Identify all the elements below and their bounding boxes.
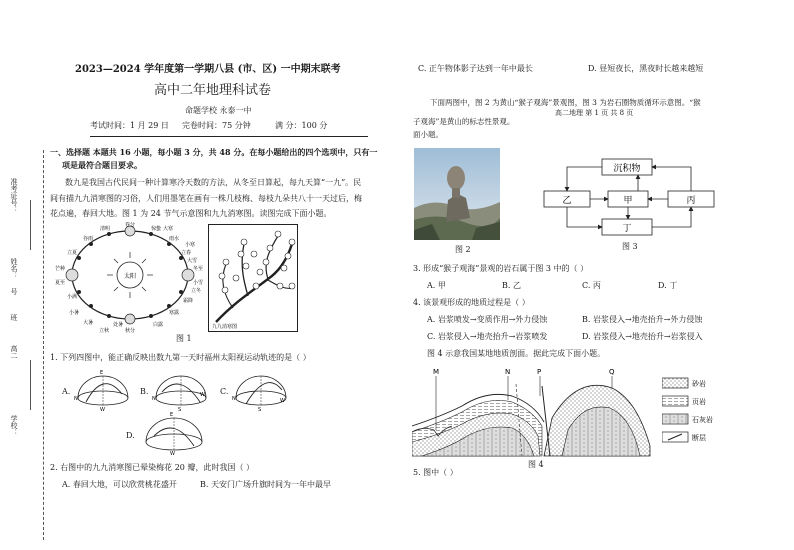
q1-option-d-label: D. [126, 431, 135, 440]
side-underline [30, 360, 32, 410]
question-4: 4. 该景观形成的地质过程是（ ） [413, 298, 530, 307]
q3-option-a: A. 甲 [427, 281, 446, 290]
q1-option-c-diagram [232, 368, 290, 412]
section1-line2: 项是最符合题目要求。 [62, 160, 142, 170]
fig2-caption: 图 2 [455, 245, 471, 254]
side-label-grade: 高二 [10, 345, 18, 359]
legend-fault: 断层 [692, 434, 706, 442]
svg-text:S: S [178, 407, 182, 412]
page-footer: 高二地理 第 1 页 共 8 页 [555, 109, 634, 117]
term-lixia: 立夏 [67, 250, 78, 256]
q1-option-d-diagram [140, 410, 208, 456]
fig4-legend [662, 376, 722, 450]
term-shuangjiang: 霜降 [183, 298, 194, 304]
question-1: 1. 下列四图中，能正确反映出数九第一天时福州太阳视运动轨迹的是（ ） [50, 353, 311, 362]
term-mangzhong: 芒种 [55, 266, 66, 272]
legend-limestone: 石灰岩 [692, 416, 713, 424]
exam-duration: 完卷时间：75 分钟 [182, 121, 251, 130]
term-qiufen: 秋分 [125, 328, 136, 334]
q1-option-c-label: C. [220, 387, 229, 396]
q4-option-a: A. 岩浆喷发→变质作用→外力侵蚀 [427, 315, 548, 324]
side-label-exam-id: 准考证号： [10, 178, 18, 213]
box-bing: 丙 [686, 196, 696, 206]
svg-text:N: N [232, 396, 236, 402]
point-n: N [505, 368, 511, 376]
box-yi: 乙 [562, 196, 572, 206]
svg-text:N: N [152, 396, 156, 402]
intro-line2: 间有描九九消寒图的习俗，人们用墨笔在画有一株几枝梅、每枝九朵共八十一天过后，梅 [50, 194, 362, 203]
term-bailu: 白露 [153, 322, 164, 328]
side-label-name: 姓名： [10, 258, 18, 279]
term-jingzhe: 惊蛰 [151, 226, 162, 232]
full-score: 满 分：100 分 [275, 121, 328, 130]
q2-option-b: B. 天安门广场升旗时间为一年中最早 [200, 480, 331, 489]
svg-text:S: S [258, 407, 262, 412]
svg-text:W: W [200, 392, 205, 398]
plum-blossom-chart [208, 224, 298, 332]
box-sediment: 沉积物 [613, 164, 641, 174]
side-label-class: 班 [10, 314, 18, 321]
svg-text:E: E [170, 412, 174, 418]
side-underline [30, 200, 32, 250]
svg-text:E: E [100, 370, 104, 376]
solar-terms-diagram [55, 222, 205, 334]
term-dashu: 大暑 [83, 320, 94, 326]
intro-line1: 数九是我国古代民间一种计算寒冷天数的方法，从冬至日算起，每九天算“一九”。民 [65, 178, 362, 187]
box-jia: 甲 [623, 196, 633, 206]
monkey-watching-sea-photo [414, 148, 500, 240]
q1-option-b-label: B. [140, 387, 149, 396]
side-label-school: 学校： [10, 415, 18, 436]
section1-line1: 一、选择题 本题共 16 小题，每小题 3 分，共 48 分。在每小题给出的四个选项中，只有一 [50, 147, 378, 157]
point-p: P [537, 368, 542, 376]
question-2: 2. 右图中的九九消寒图已晕染梅花 20 瓣，此时我国（ ） [50, 463, 254, 472]
q2-option-c: C. 正午物体影子达到一年中最长 [418, 64, 533, 73]
intro2-line2: 子观海”是黄山的标志性景观。 [413, 117, 515, 126]
side-label-number: 号 [10, 288, 18, 295]
fig1-caption: 图 1 [176, 334, 192, 343]
term-dahan: 大寒 [163, 226, 174, 232]
q1-option-b-diagram [152, 368, 210, 412]
term-chushu: 处暑 [113, 322, 124, 328]
point-m: M [433, 368, 440, 376]
sun-label: 太阳 [123, 273, 137, 280]
q2-option-d: D. 昼短夜长，黑夜时长越来越短 [588, 64, 704, 73]
question-3: 3. 形成“猴子观海”景观的岩石属于图 3 中的（ ） [413, 264, 589, 273]
q3-option-d: D. 丁 [658, 281, 678, 290]
q2-option-a: A. 春回大地，可以欣赏桃花盛开 [62, 480, 177, 489]
term-xiaohan: 小寒 [185, 242, 196, 248]
exam-date: 考试时间：1 月 29 日 [90, 121, 169, 130]
q3-option-c: C. 丙 [582, 281, 601, 290]
term-chunfen: 春分 [125, 222, 136, 228]
q1-option-a-label: A. [62, 387, 71, 396]
svg-text:N: N [74, 396, 78, 402]
fig4-intro: 图 4 示意我国某地地质剖面。据此完成下面小题。 [427, 349, 606, 358]
box-ding: 丁 [622, 224, 632, 234]
term-dongzhi: 冬至 [193, 266, 204, 272]
term-xiaoshu: 小暑 [69, 310, 80, 316]
intro2-line3: 面小题。 [413, 130, 443, 139]
question-5: 5. 图中（ ） [413, 468, 458, 477]
q1-option-a-diagram [74, 368, 132, 412]
term-daxue: 大雪 [187, 258, 198, 264]
q4-option-c: C. 岩浆侵入→地壳抬升→岩浆喷发 [427, 332, 548, 341]
term-hanlu: 寒露 [169, 310, 180, 316]
header-rule [90, 136, 368, 137]
term-xiaoxue: 小雪 [193, 280, 204, 286]
term-xiaoman: 小满 [67, 294, 78, 300]
term-xiazhi: 夏至 [55, 280, 66, 286]
term-guyu: 谷雨 [83, 236, 94, 242]
q4-option-b: B. 岩浆侵入→地壳抬升→外力侵蚀 [582, 315, 703, 324]
q3-option-b: B. 乙 [502, 281, 521, 290]
geologic-section-diagram [412, 366, 652, 458]
intro-line3: 花点遍，春回大地。图 1 为 24 节气示意图和九九消寒图。读图完成下面小题。 [50, 209, 332, 218]
svg-text:W: W [170, 451, 175, 456]
term-liqiu: 立秋 [99, 328, 110, 334]
legend-sandstone: 砂岩 [692, 380, 706, 388]
q4-option-d: D. 岩浆侵入→地壳抬升→岩浆侵入 [582, 332, 703, 341]
term-qingming: 清明 [100, 226, 111, 232]
rock-cycle-diagram [538, 157, 718, 239]
term-yushui: 雨水 [169, 236, 180, 242]
binding-line [43, 150, 44, 540]
plum-caption: 九九消寒图 [212, 324, 238, 330]
svg-text:W: W [100, 407, 105, 412]
fig4-caption: 图 4 [528, 460, 544, 469]
school-line: 命题学校 永泰一中 [185, 106, 252, 115]
header-title: 2023—2024 学年度第一学期八县 (市、区) 一中期末联考 [75, 64, 341, 75]
subject-title: 高中二年地理科试卷 [154, 83, 272, 98]
fig3-caption: 图 3 [622, 242, 638, 251]
svg-text:W: W [280, 398, 285, 404]
term-lidong: 立冬 [191, 288, 202, 294]
term-lichun: 立春 [181, 250, 192, 256]
point-q: Q [609, 368, 615, 376]
intro2-line1: 下面两图中，图 2 为黄山“猴子观海”景观图，图 3 为岩石圈物质循环示意图。“猴 [430, 98, 701, 107]
legend-shale: 页岩 [692, 398, 706, 406]
